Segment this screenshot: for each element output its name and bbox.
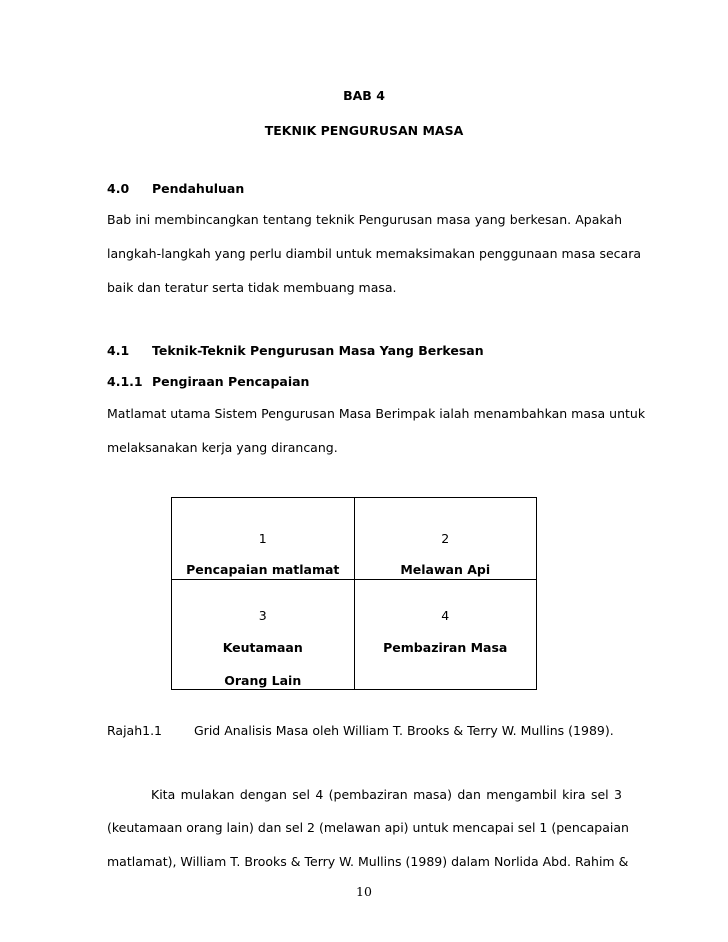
grid-cell-3-number: 3 (258, 608, 267, 623)
grid-cell-3-label: Keutamaan (222, 640, 303, 655)
section-4-1-number: 4.1 (107, 343, 130, 358)
time-analysis-grid (171, 497, 537, 690)
section-4-1-title: Teknik-Teknik Pengurusan Masa Yang Berkesan (152, 343, 484, 358)
intro-line-1: Bab ini membincangkan tentang teknik Pengurusan masa yang berkesan. Apakah (107, 212, 622, 227)
section-4-1-1-number: 4.1.1 (107, 374, 143, 389)
body-line-1: Kita mulakan dengan sel 4 (pembaziran masa) dan mengambil kira sel 3 (151, 787, 622, 802)
page-number: 10 (356, 884, 372, 899)
grid-cell-4-number: 4 (441, 608, 450, 623)
goal-line-2: melaksanakan kerja yang dirancang. (107, 440, 338, 455)
grid-cell-4-label: Pembaziran Masa (383, 640, 508, 655)
section-4-0-title: Pendahuluan (152, 181, 245, 196)
chapter-label: BAB 4 (343, 88, 385, 103)
grid-cell-2-number: 2 (441, 531, 450, 546)
goal-line-1: Matlamat utama Sistem Pengurusan Masa Berimpak ialah menambahkan masa untuk (107, 406, 646, 421)
chapter-title: TEKNIK PENGURUSAN MASA (264, 123, 464, 138)
body-line-2: (keutamaan orang lain) dan sel 2 (melawan api) untuk mencapai sel 1 (pencapaian (107, 820, 629, 835)
section-4-1-1-title: Pengiraan Pencapaian (152, 374, 310, 389)
grid-cell-1-label: Pencapaian matlamat (186, 562, 340, 577)
figure-label: Rajah1.1 (107, 723, 163, 738)
intro-line-3: baik dan teratur serta tidak membuang masa. (107, 280, 397, 295)
grid-cell-3-label-line-2: Orang Lain (224, 673, 302, 688)
section-4-0-number: 4.0 (107, 181, 130, 196)
grid-cell-3 (172, 580, 355, 690)
intro-line-2: langkah-langkah yang perlu diambil untuk memaksimakan penggunaan masa secara (107, 246, 641, 261)
figure-caption: Grid Analisis Masa oleh William T. Brooks & Terry W. Mullins (1989). (194, 723, 614, 738)
grid-cell-2 (354, 498, 537, 580)
grid-cell-4 (354, 580, 537, 690)
grid-cell-2-label: Melawan Api (400, 562, 491, 577)
body-line-3: matlamat), William T. Brooks & Terry W. Mullins (1989) dalam Norlida Abd. Rahim & (107, 854, 629, 869)
grid-cell-1 (172, 498, 355, 580)
grid-cell-1-number: 1 (258, 531, 267, 546)
